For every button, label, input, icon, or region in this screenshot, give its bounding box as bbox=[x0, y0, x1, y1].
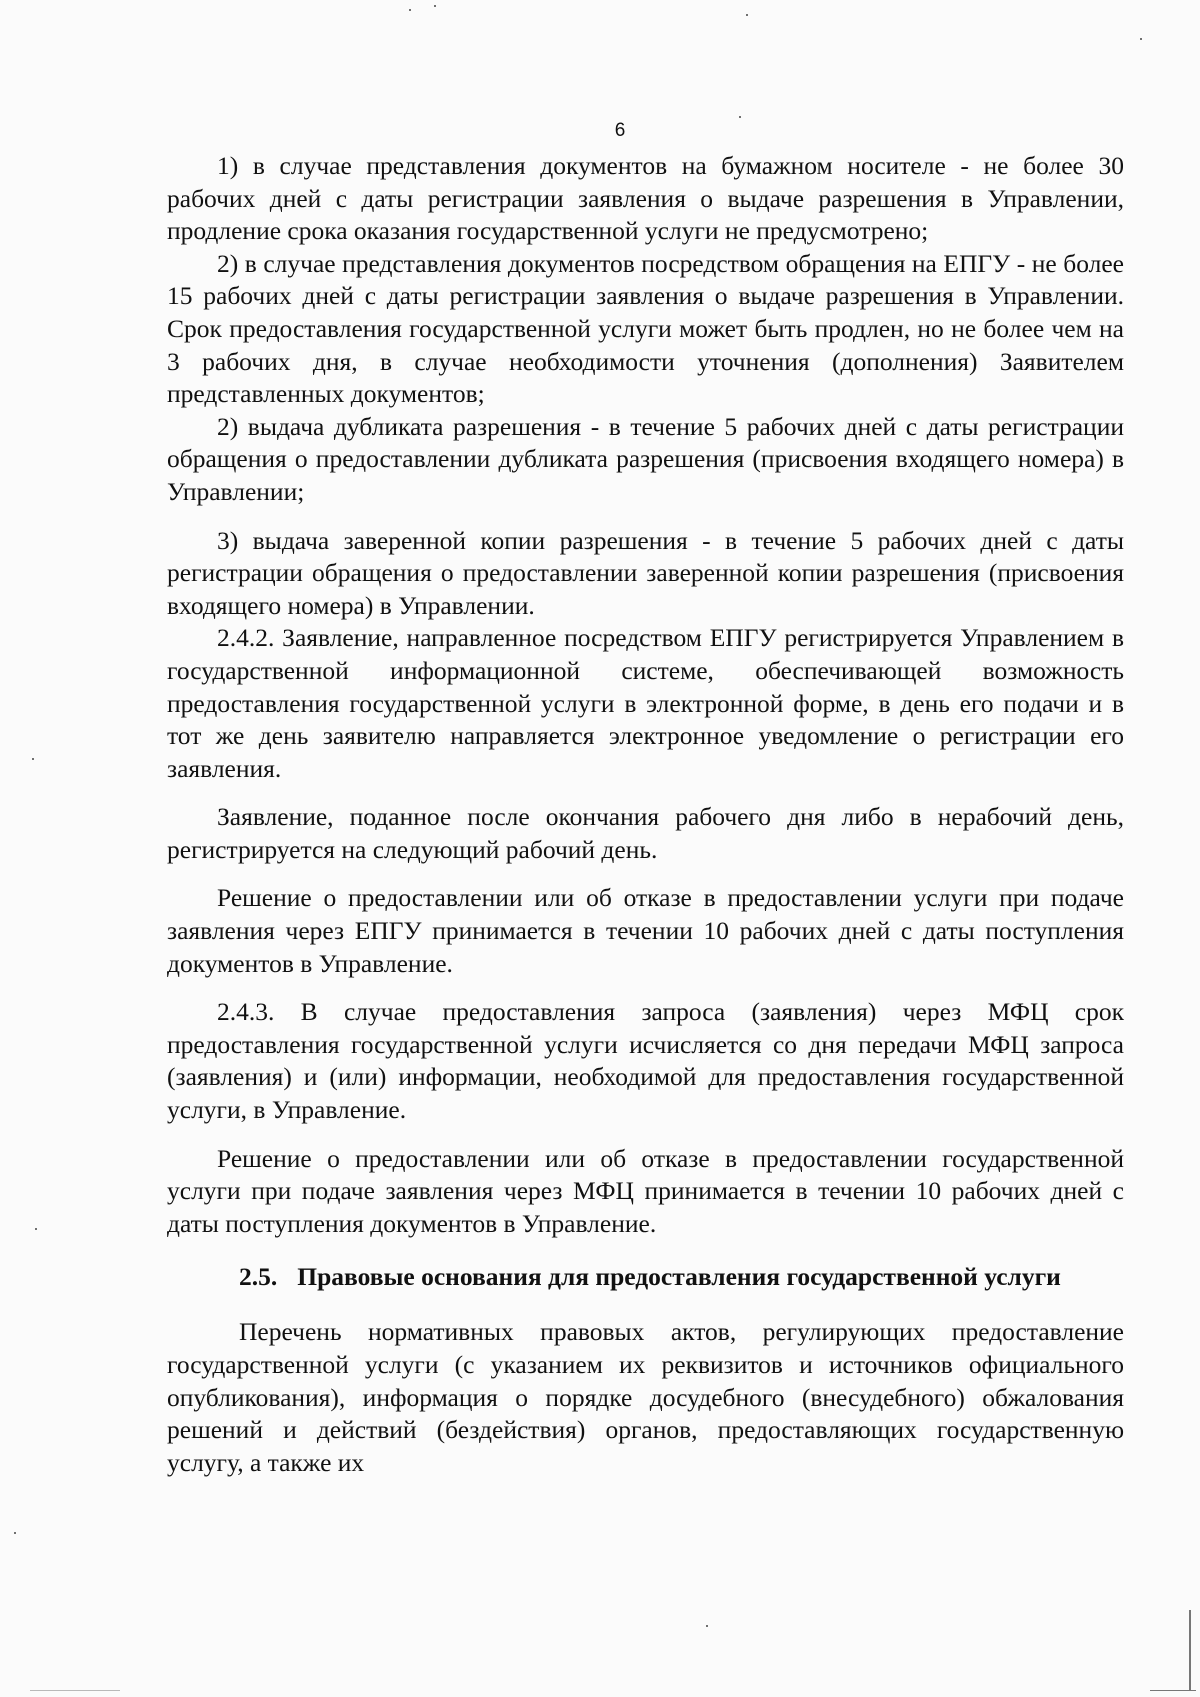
paragraph-term-paper: 1) в случае представления документов на бумажном носителе - не более 30 рабочих дней с даты регистрации заявления о выдаче разрешения в Управлении, продление срока оказания государственной услуги не предусмотрено; bbox=[167, 151, 1124, 246]
paragraph-legal-acts: Перечень нормативных правовых актов, регулирующих предоставление государственной услуги (с указанием их реквизитов и источников официального опубликования), информация о порядке досудебного (внесудебного) обжалования решений и действий (бездействия) органов, предоставляющих государственную услугу, а также их bbox=[167, 1317, 1124, 1477]
scan-speck bbox=[739, 116, 741, 118]
scan-speck bbox=[746, 14, 748, 16]
paragraph-after-hours: Заявление, поданное после окончания рабочего дня либо в нерабочий день, регистрируется на следующий рабочий день. bbox=[167, 802, 1124, 864]
section-number: 2.5. bbox=[239, 1262, 278, 1292]
scan-speck bbox=[434, 5, 436, 7]
scan-edge-mark bbox=[30, 1690, 120, 1691]
page-number: 6 bbox=[614, 120, 626, 141]
paragraph-2-4-3: 2.4.3. В случае предоставления запроса (заявления) через МФЦ срок предоставления государственной услуги исчисляется со дня передачи МФЦ запроса (заявления) и (или) информации, необходимой для предоставления государственной услуги, в Управление. bbox=[167, 997, 1124, 1125]
scan-speck bbox=[32, 758, 34, 760]
section-heading-2-5 bbox=[167, 1262, 1124, 1292]
scan-speck bbox=[35, 1228, 37, 1230]
paragraph-mfc-decision: Решение о предоставлении или об отказе в предоставлении государственной услуги при подаче заявления через МФЦ принимается в течении 10 рабочих дней с даты поступления документов в Управление. bbox=[167, 1143, 1124, 1238]
paragraph-2-4-2: 2.4.2. Заявление, направленное посредством ЕПГУ регистрируется Управлением в государственной информационной системе, обеспечивающей возможность предоставления государственной услуги в электронной форме, в день его подачи и в тот же день заявителю направляется электронное уведомление о регистрации его заявления. bbox=[167, 623, 1124, 783]
document-body bbox=[167, 150, 1124, 1479]
scan-speck bbox=[1140, 38, 1142, 40]
paragraph-duplicate: 2) выдача дубликата разрешения - в течение 5 рабочих дней с даты регистрации обращения о предоставлении дубликата разрешения (присвоения входящего номера) в Управлении; bbox=[167, 411, 1124, 506]
scan-edge-mark bbox=[1189, 1610, 1191, 1690]
paragraph-certified-copy: 3) выдача заверенной копии разрешения - в течение 5 рабочих дней с даты регистрации обращения о предоставлении заверенной копии разрешения (присвоения входящего номера) в Управлении. bbox=[167, 525, 1124, 620]
scan-edge-mark bbox=[1150, 1690, 1196, 1691]
scan-speck bbox=[14, 1532, 16, 1534]
paragraph-term-epgu: 2) в случае представления документов посредством обращения на ЕПГУ - не более 15 рабочих дней с даты регистрации заявления о выдаче разрешения в Управлении. Срок предоставления государственной услуги может быть продлен, но не более чем на 3 рабочих дня, в случае необходимости уточнения (дополнения) Заявителем представленных документов; bbox=[167, 248, 1124, 409]
paragraph-epgu-decision: Решение о предоставлении или об отказе в предоставлении услуги при подаче заявления через ЕПГУ принимается в течении 10 рабочих дней с даты поступления документов в Управление. bbox=[167, 883, 1124, 978]
section-title: Правовые основания для предоставления государственной услуги bbox=[297, 1262, 1061, 1292]
scan-speck bbox=[706, 1625, 708, 1627]
scan-speck bbox=[409, 9, 411, 11]
